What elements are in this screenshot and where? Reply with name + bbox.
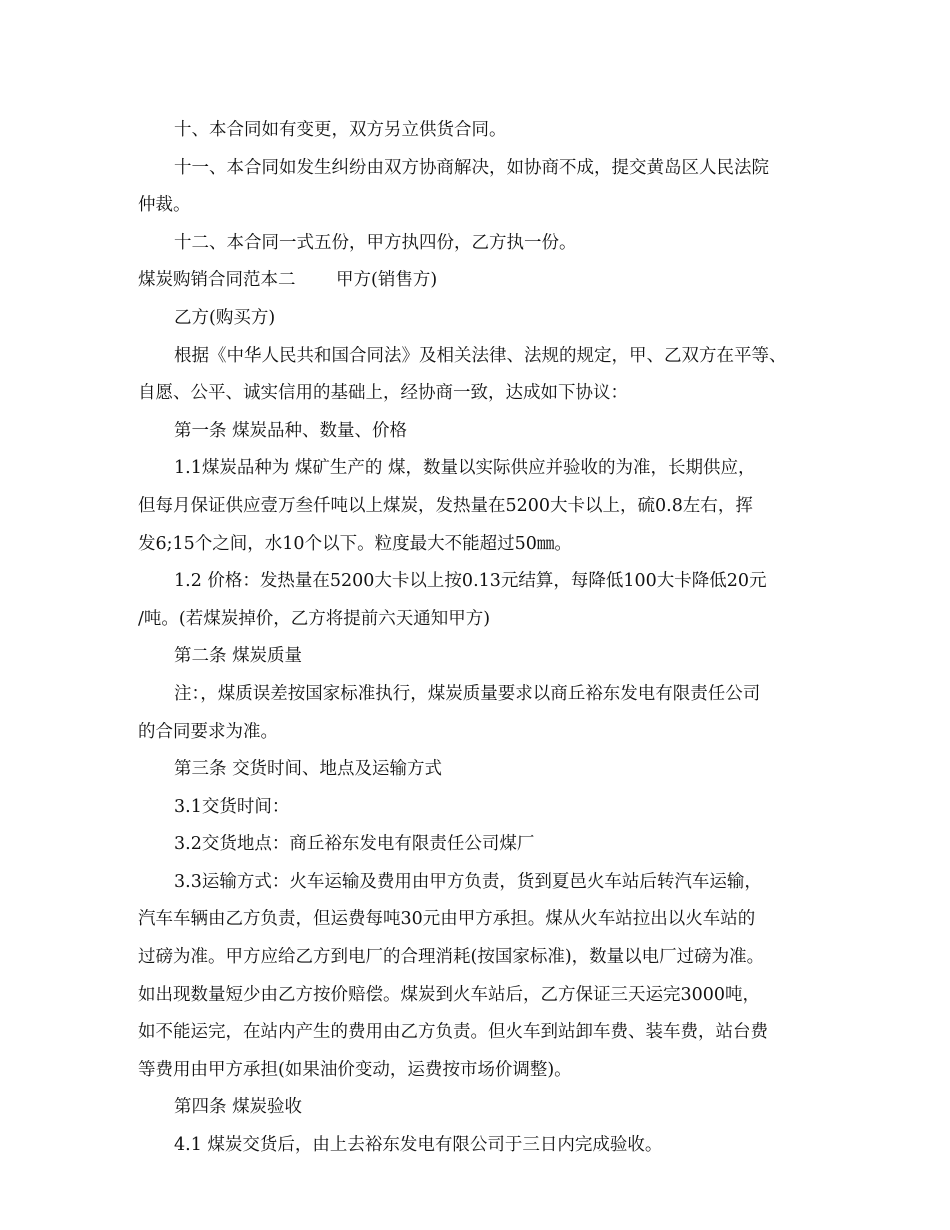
paragraph-line: /吨。(若煤炭掉价，乙方将提前六天通知甲方)	[138, 608, 491, 629]
paragraph-line: 十一、本合同如发生纠纷由双方协商解决，如协商不成，提交黄岛区人民法院	[174, 157, 769, 178]
paragraph-line: 如出现数量短少由乙方按价赔偿。煤炭到火车站后，乙方保证三天运完3000吨，	[138, 984, 761, 1005]
paragraph-line: 根据《中华人民共和国合同法》及相关法律、法规的规定，甲、乙双方在平等、	[174, 345, 787, 366]
paragraph-line: 过磅为准。甲方应给乙方到电厂的合理消耗(按国家标准)，数量以电厂过磅为准。	[138, 947, 765, 968]
paragraph-line: 发6;15个之间，水10个以下。粒度最大不能超过50㎜。	[138, 533, 572, 554]
paragraph-line: 汽车车辆由乙方负责，但运费每吨30元由甲方承担。煤从火车站拉出以火车站的	[138, 909, 756, 930]
paragraph-line: 4.1 煤炭交货后，由上去裕东发电有限公司于三日内完成验收。	[174, 1135, 663, 1156]
contract-text	[138, 112, 838, 1165]
article-heading: 第二条 煤炭质量	[174, 646, 303, 667]
article-heading: 第三条 交货时间、地点及运输方式	[174, 759, 443, 780]
paragraph-line: 自愿、公平、诚实信用的基础上，经协商一致，达成如下协议：	[138, 383, 628, 404]
paragraph-line: 3.2交货地点：商丘裕东发电有限责任公司煤厂	[174, 834, 535, 855]
paragraph-line: 1.2 价格：发热量在5200大卡以上按0.13元结算，每降低100大卡降低20元	[174, 571, 767, 592]
paragraph-line: 1.1煤炭品种为 煤矿生产的 煤，数量以实际供应并验收的为准，长期供应，	[174, 458, 756, 479]
paragraph-line: 3.3运输方式：火车运输及费用由甲方负责，货到夏邑火车站后转汽车运输，	[174, 871, 762, 892]
paragraph-line: 等费用由甲方承担(如果油价变动，运费按市场价调整)。	[138, 1059, 572, 1080]
paragraph-line: 十二、本合同一式五份，甲方执四份，乙方执一份。	[174, 232, 577, 253]
paragraph-line: 如不能运完，在站内产生的费用由乙方负责。但火车到站卸车费、装车费，站台费	[138, 1022, 768, 1043]
paragraph-line: 仲裁。	[138, 195, 191, 216]
paragraph-line: 的合同要求为准。	[138, 721, 278, 742]
paragraph-line: 乙方(购买方)	[174, 307, 276, 328]
section-heading: 煤炭购销合同范本二 甲方(销售方)	[138, 270, 438, 291]
paragraph-line: 十、本合同如有变更，双方另立供货合同。	[174, 120, 507, 140]
article-heading: 第一条 煤炭品种、数量、价格	[174, 420, 408, 441]
paragraph-line: 3.1交货时间：	[174, 796, 290, 817]
paragraph-line: 但每月保证供应壹万叁仟吨以上煤炭，发热量在5200大卡以上，硫0.8左右，挥	[138, 495, 753, 516]
article-heading: 第四条 煤炭验收	[174, 1097, 303, 1118]
paragraph-line: 注：，煤质误差按国家标准执行，煤炭质量要求以商丘裕东发电有限责任公司	[174, 683, 761, 704]
